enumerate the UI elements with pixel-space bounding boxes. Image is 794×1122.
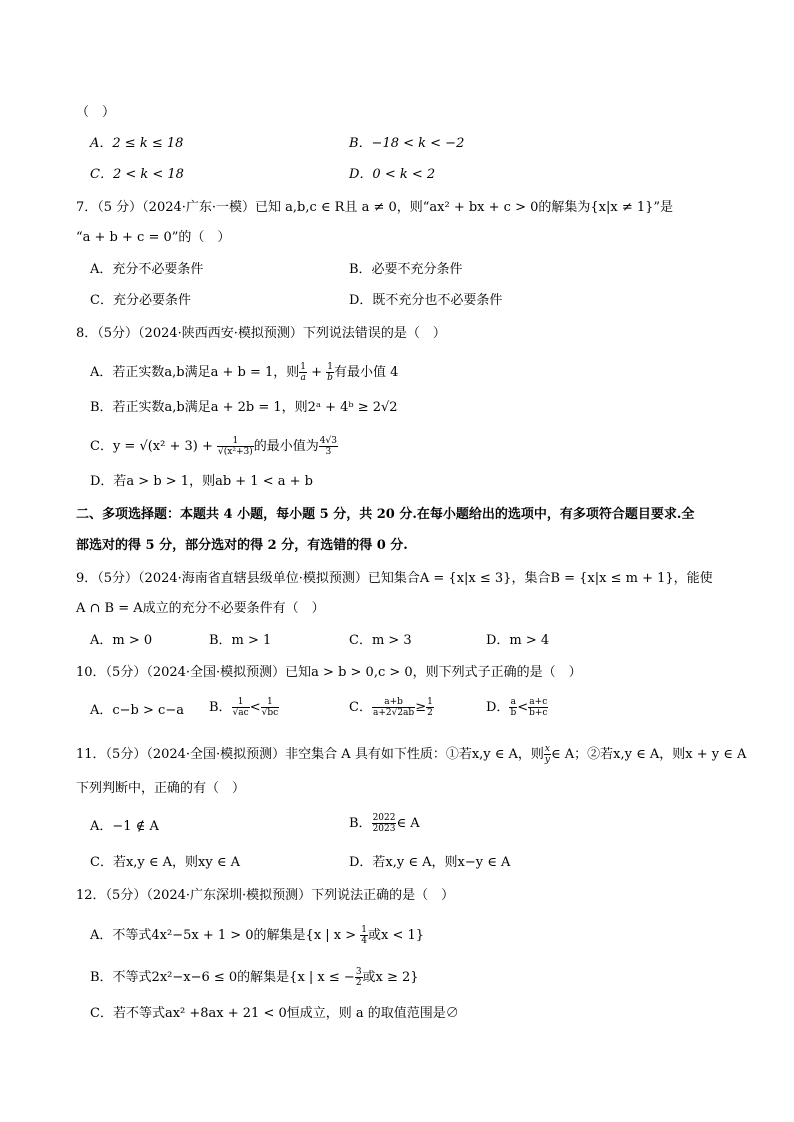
- q9-option-d: D．m > 4: [486, 633, 550, 648]
- q9-stem-line2: A ∩ B = A成立的充分不必要条件有（ ）: [76, 601, 325, 616]
- fraction-1-over-sqrt-ac: $\frac{1}{√ac}$: [232, 697, 249, 718]
- q8-option-d: D．若a > b > 1，则ab + 1 < a + b: [90, 474, 313, 489]
- fraction-1-over-4: $\frac{1}{4}$: [361, 925, 368, 946]
- q8-option-b: B．若正实数a,b满足a + 2b = 1，则2ᵃ + 4ᵇ ≥ 2√2: [90, 400, 398, 415]
- q10-option-a: A．c−b > c−a: [90, 703, 184, 718]
- q12-option-a: A．不等式4x²−5x + 1 > 0的解集是{x | x > $\frac{1}{4}$ 或x < 1}: [90, 925, 425, 946]
- q12-stem: 12．（5分）（2024·广东深圳·模拟预测）下列说法正确的是（ ）: [76, 888, 455, 903]
- q11-option-d: D．若x,y ∈ A，则x−y ∈ A: [349, 855, 511, 870]
- q11-option-c: C．若x,y ∈ A，则xy ∈ A: [90, 855, 240, 870]
- q6-option-b: B．−18 < k < −2: [349, 136, 465, 151]
- q7-option-a: A．充分不必要条件: [90, 262, 204, 277]
- q7-option-b: B．必要不充分条件: [349, 262, 463, 277]
- q11-stem-line2: 下列判断中，正确的有（ ）: [76, 781, 246, 796]
- q10-option-c: C． $\frac{a+b}{a+2√2ab}$ ≥ $\frac{1}{2}$: [349, 697, 433, 718]
- fraction-apb-over-expr: $\frac{a+b}{a+2√2ab}$: [372, 697, 415, 718]
- q9-stem-line1: 9．（5分）（2024·海南省直辖县级单位·模拟预测）已知集合A = {x|x ≤ 3}，集合B = {x|x ≤ m + 1}，能使: [76, 571, 713, 586]
- q8-option-c: C．y = √(x² + 3) + $\frac{1}{\text{√(x²+3)}}$ 的最小值为 $\frac{4√3}{3}$: [90, 436, 337, 457]
- q9-option-c: C．m > 3: [349, 633, 412, 648]
- fraction-1-over-sqrt: $\frac{1}{\text{√(x²+3)}}$: [218, 436, 253, 457]
- fraction-3-over-2: $\frac{3}{2}$: [355, 967, 362, 988]
- q10-option-d: D． $\frac{a}{b}$ < $\frac{a+c}{b+c}$: [486, 697, 548, 718]
- q8-a-text: A．若正实数a,b满足a + b = 1，则: [90, 365, 300, 380]
- question-paren: （ ）: [76, 105, 116, 120]
- q10-option-b: B． $\frac{1}{√ac}$ < $\frac{1}{√bc}$: [209, 697, 279, 718]
- fraction-a-over-b: $\frac{a}{b}$: [510, 697, 517, 718]
- fraction-x-over-y: $\frac{x}{y}$: [544, 744, 550, 765]
- fraction-1-over-a: $\frac{1}{a}$: [300, 362, 306, 383]
- q8-stem: 8．（5分）（2024·陕西西安·模拟预测）下列说法错误的是（ ）: [76, 326, 446, 341]
- q10-stem: 10．（5分）（2024·全国·模拟预测）已知a > b > 0,c > 0，则下列式子正确的是（ ）: [76, 665, 582, 680]
- fraction-2022-over-2023: $\frac{2022}{2023}$: [372, 813, 396, 834]
- fraction-1-over-b: $\frac{1}{b}$: [327, 362, 333, 383]
- q7-stem-line1: 7．（5 分）（2024·广东·一模）已知 a,b,c ∈ R且 a ≠ 0，则“ax² + bx + c > 0的解集为{x|x ≠ 1}”是: [76, 200, 674, 215]
- q6-option-a: A．2 ≤ k ≤ 18: [90, 136, 184, 151]
- section2-heading-line1: 二、多项选择题：本题共 4 小题，每小题 5 分，共 20 分.在每小题给出的选项中，有多项符合题目要求.全: [76, 507, 695, 522]
- fraction-apc-over-bpc: $\frac{a+c}{b+c}$: [529, 697, 548, 718]
- q6-option-c: C．2 < k < 18: [90, 167, 184, 182]
- q7-option-c: C．充分必要条件: [90, 293, 191, 308]
- q7-stem-line2: “a + b + c = 0”的（ ）: [76, 230, 231, 245]
- fraction-1-over-sqrt-bc: $\frac{1}{√bc}$: [261, 697, 279, 718]
- q11-option-b: B． $\frac{2022}{2023}$ ∈ A: [349, 813, 420, 834]
- section2-heading-line2: 部选对的得 5 分，部分选对的得 2 分，有选错的得 0 分.: [76, 538, 408, 553]
- q8-c-text: C．y = √(x² + 3) +: [90, 439, 218, 454]
- q12-option-c: C．若不等式ax² +8ax + 21 < 0恒成立，则 a 的取值范围是∅: [90, 1006, 459, 1021]
- q9-option-b: B．m > 1: [209, 633, 272, 648]
- q11-option-a: A．−1 ∉ A: [90, 819, 159, 834]
- q9-option-a: A．m > 0: [90, 633, 153, 648]
- fraction-1-over-2: $\frac{1}{2}$: [427, 697, 433, 718]
- q11-stem-line1: 11．（5分）（2024·全国·模拟预测）非空集合 A 具有如下性质：①若x,y ∈ A，则 $\frac{x}{y}$ ∈ A；②若x,y ∈ A，则x + y ∈ A: [76, 744, 747, 765]
- q8-option-a: A．若正实数a,b满足a + b = 1，则 $\frac{1}{a}$ + $\frac{1}{b}$ 有最小值 4: [90, 362, 399, 383]
- q7-option-d: D．既不充分也不必要条件: [349, 293, 503, 308]
- fraction-4sqrt3-over-3: $\frac{4√3}{3}$: [319, 436, 337, 457]
- q6-option-d: D．0 < k < 2: [349, 167, 436, 182]
- q12-option-b: B．不等式2x²−x−6 ≤ 0的解集是{x | x ≤ − $\frac{3}{2}$ 或x ≥ 2}: [90, 967, 419, 988]
